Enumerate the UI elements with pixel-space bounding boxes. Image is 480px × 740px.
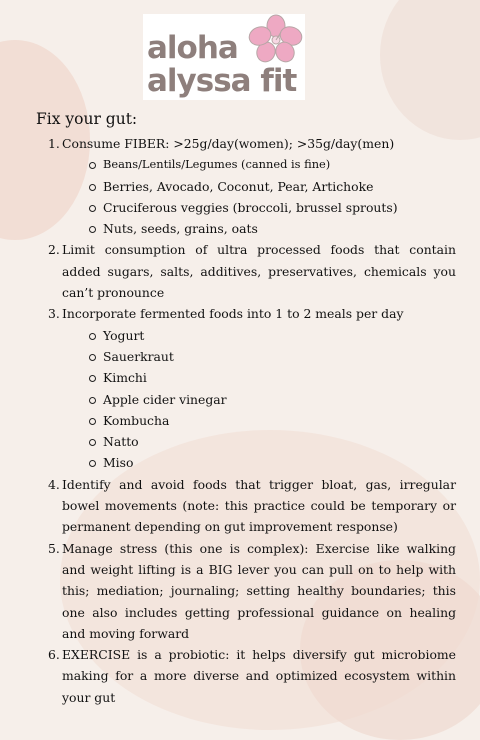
- sub-item: Cruciferous veggies (broccoli, brussel sprouts): [89, 197, 456, 218]
- bullet-icon: [89, 162, 96, 169]
- bullet-icon: [89, 226, 96, 233]
- sub-item: Sauerkraut: [89, 346, 456, 367]
- item-number: 4.: [48, 476, 60, 492]
- sub-item: Natto: [89, 431, 456, 452]
- list-item: [36, 303, 456, 473]
- sub-item: Apple cider vinegar: [89, 389, 456, 410]
- bullet-icon: [89, 184, 96, 191]
- item-text: Consume FIBER: >25g/day(women); >35g/day(men): [62, 136, 395, 151]
- sub-list: [62, 325, 456, 474]
- logo-line-1: aloha: [147, 30, 238, 66]
- gut-guide: [36, 108, 456, 708]
- list-item: [36, 644, 456, 708]
- item-number: 6.: [48, 647, 60, 663]
- item-number: 2.: [48, 242, 60, 258]
- list-item: [36, 133, 456, 239]
- bullet-icon: [89, 439, 96, 446]
- bullet-icon: [89, 460, 96, 467]
- flower-icon: [247, 14, 305, 64]
- sub-item: Yogurt: [89, 325, 456, 346]
- bullet-icon: [89, 333, 96, 340]
- item-text: Limit consumption of ultra processed foods that contain added sugars, salts, additives, preservatives, chemicals you can’t pronounce: [62, 242, 456, 301]
- item-number: 5.: [48, 540, 60, 556]
- sub-item: Beans/Lentils/Legumes (canned is fine): [89, 154, 456, 175]
- sub-item: Berries, Avocado, Coconut, Pear, Artichoke: [89, 176, 456, 197]
- logo-line-2: alyssa fit: [147, 63, 297, 99]
- bullet-icon: [89, 397, 96, 404]
- list-item: [36, 239, 456, 303]
- sub-item: Miso: [89, 452, 456, 473]
- page-title: Fix your gut:: [36, 110, 138, 128]
- item-text: Incorporate fermented foods into 1 to 2 meals per day: [62, 306, 404, 322]
- item-text: Manage stress (this one is complex): Exercise like walking and weight lifting is a BIG lever you can pull on to help with this; mediation; journaling; setting healthy boundaries; this one also includes getting professional guidance on healing and moving forward: [62, 540, 456, 641]
- bullet-icon: [89, 205, 96, 212]
- sub-item: Kimchi: [89, 367, 456, 388]
- bullet-icon: [89, 354, 96, 361]
- bullet-icon: [89, 418, 96, 425]
- sub-item: Kombucha: [89, 410, 456, 431]
- item-number: 1.: [48, 136, 60, 151]
- sub-item: Nuts, seeds, grains, oats: [89, 218, 456, 239]
- item-text: Identify and avoid foods that trigger bloat, gas, irregular bowel movements (note: this practice could be temporary or permanent depending on gut improvement response): [62, 476, 456, 535]
- list-item: [36, 538, 456, 644]
- item-text: EXERCISE is a probiotic: it helps diversify gut microbiome making for a more diverse and optimized ecosystem within your gut: [62, 647, 456, 705]
- bullet-icon: [89, 375, 96, 382]
- list-item: [36, 474, 456, 538]
- sub-list: [62, 154, 456, 239]
- item-number: 3.: [48, 306, 60, 322]
- logo: [143, 14, 305, 100]
